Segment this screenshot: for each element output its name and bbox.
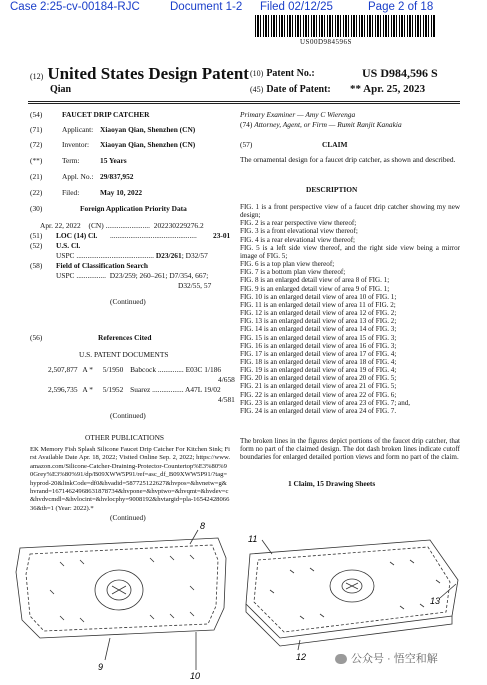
description-line: FIG. 10 is an enlarged detail view of area 10 of FIG. 1;: [240, 292, 397, 301]
field-code: (22): [30, 188, 43, 197]
patent-date-row: [250, 83, 426, 95]
uspc-row-2b: D32/55, 57: [178, 281, 212, 290]
description-line: FIG. 23 is an enlarged detail view of area 23 of FIG. 7; and,: [240, 398, 411, 407]
filed-value: May 10, 2022: [100, 188, 143, 197]
page-number: Page 2 of 18: [368, 1, 434, 13]
invention-title: FAUCET DRIP CATCHER: [62, 110, 150, 119]
applicant-value: Xiaoyan Qian, Shenzhen (CN): [100, 125, 196, 134]
description-line: FIG. 14 is an enlarged detail view of area 14 of FIG. 3;: [240, 325, 397, 334]
description-line: FIG. 6 is a top plan view thereof;: [240, 260, 335, 269]
figure-label: 8: [200, 521, 206, 531]
description-line: FIG. 21 is an enlarged detail view of area 21 of FIG. 5;: [240, 382, 397, 391]
claim-count: 1 Claim, 15 Drawing Sheets: [288, 479, 376, 488]
patent-number-code: (10): [250, 69, 264, 78]
description-line: FIG. 20 is an enlarged detail view of area 20 of FIG. 5;: [240, 374, 397, 383]
priority-heading: Foreign Application Priority Data: [80, 204, 187, 213]
ref-dots: ..............: [157, 365, 184, 374]
case-number: Case 2:25-cv-00184-RJC: [10, 1, 140, 13]
field-code: (51): [30, 231, 43, 240]
field-code: (52): [30, 241, 43, 250]
term-value: 15 Years: [100, 156, 127, 165]
patent-title: [30, 64, 249, 84]
priority-number: 202230229276.2: [153, 221, 204, 230]
description-line: FIG. 17 is an enlarged detail view of area 17 of FIG. 4;: [240, 349, 397, 358]
field-code: (58): [30, 261, 43, 270]
description-line: FIG. 9 is an enlarged detail view of area 9 of FIG. 1;: [240, 284, 390, 293]
figure-label: 12: [296, 652, 307, 662]
header-rule-2: [28, 103, 460, 104]
field-code: (21): [30, 172, 43, 181]
wechat-icon: [335, 654, 347, 664]
priority-row: [40, 221, 204, 230]
ref-class-2: 4/658: [218, 375, 235, 384]
uspc-label: USPC: [56, 251, 75, 260]
patent-number-row: [250, 66, 438, 80]
us-cl-label: U.S. Cl.: [56, 241, 81, 250]
figure-label: 10: [190, 671, 201, 680]
inventor-value: Xiaoyan Qian, Shenzhen (CN): [100, 140, 196, 149]
ref-kind: A *: [82, 365, 93, 374]
court-filing-header: [0, 1, 487, 15]
description-line: FIG. 7 is a bottom plan view thereof;: [240, 268, 346, 277]
field-code: (**): [30, 156, 43, 165]
description-line: FIG. 24 is an enlarged detail view of area 24 of FIG. 7.: [240, 406, 397, 415]
figure-label: 13: [430, 596, 441, 606]
ref-dots: .................: [152, 385, 184, 394]
us-docs-heading: U.S. PATENT DOCUMENTS: [79, 350, 169, 359]
priority-date: Apr. 22, 2022: [40, 221, 81, 230]
reference-row: [48, 365, 221, 374]
uspc-row-1: [56, 251, 208, 260]
figure-label: 11: [248, 534, 258, 544]
ref-name: Suarez: [130, 385, 151, 394]
continued-note: (Continued): [110, 297, 146, 306]
description-heading: DESCRIPTION: [306, 185, 358, 194]
broken-lines-text: The broken lines in the figures depict portions of the faucet drip catcher, that form no part of the claimed design. The dot dash broken lines indicate cutoff boundaries for enlarged detailed portion views and form no part of the claim.: [240, 437, 460, 462]
header-rule: [28, 101, 460, 102]
term-label: Term:: [62, 156, 80, 165]
description-line: FIG. 5 is a left side view thereof, and the right side view being a mirror image of FIG. 5;: [240, 243, 460, 260]
description-line: FIG. 16 is an enlarged detail view of area 16 of FIG. 3;: [240, 341, 397, 350]
patent-date-code: (45): [250, 85, 264, 94]
field-57: [240, 140, 460, 149]
ref-name: Babcock: [130, 365, 157, 374]
description-line: FIG. 22 is an enlarged detail view of area 22 of FIG. 6;: [240, 390, 397, 399]
primary-examiner: Primary Examiner — Amy C Wierenga: [240, 110, 356, 119]
filed-date: Filed 02/12/25: [260, 1, 333, 13]
continued-note: (Continued): [110, 513, 146, 522]
barcode-number: US00D984596S: [300, 38, 352, 46]
field-code: (30): [30, 204, 43, 213]
patent-date-label: Date of Patent:: [266, 84, 331, 95]
uspc-extra: ; D32/57: [181, 251, 208, 260]
continued-note: (Continued): [110, 411, 146, 420]
uspc-dots: ................: [76, 271, 106, 280]
description-line: FIG. 18 is an enlarged detail view of area 18 of FIG. 4;: [240, 357, 397, 366]
description-line: FIG. 11 is an enlarged detail view of area 11 of FIG. 2;: [240, 300, 396, 309]
loc-dots: ...............................................: [110, 231, 197, 240]
appl-no-value: 29/837,952: [100, 172, 134, 181]
ref-class-2: 4/581: [218, 395, 235, 404]
figure-right: [246, 540, 458, 650]
ref-class: A47L 19/02: [185, 385, 221, 394]
title-code: (12): [30, 72, 44, 81]
claim-heading: CLAIM: [322, 140, 348, 149]
ref-kind: A *: [82, 385, 93, 394]
inventor-label: Inventor:: [62, 140, 90, 149]
left-column: [30, 110, 235, 522]
title-text: United States Design Patent: [47, 64, 249, 83]
applicant-label: Applicant:: [62, 125, 94, 134]
ref-class: E03C 1/186: [185, 365, 222, 374]
description-line: FIG. 12 is an enlarged detail view of area 12 of FIG. 2;: [240, 309, 397, 318]
right-column: [240, 110, 460, 520]
description-line: FIG. 19 is an enlarged detail view of area 19 of FIG. 4;: [240, 366, 397, 375]
priority-dots: ........................: [105, 221, 150, 230]
description-line: FIG. 4 is a rear elevational view thereof;: [240, 235, 356, 244]
field-code: (57): [240, 140, 253, 149]
uspc-value: D23/261: [155, 251, 182, 260]
figure-label: 9: [98, 662, 104, 672]
description-line: FIG. 1 is a front perspective view of a faucet drip catcher showing my new design;: [240, 203, 460, 220]
description-line: FIG. 13 is an enlarged detail view of area 13 of FIG. 2;: [240, 317, 397, 326]
patent-number-value: US D984,596 S: [362, 66, 438, 80]
description-line: FIG. 8 is an enlarged detail view of area 8 of FIG. 1;: [240, 276, 390, 285]
watermark-text: 公众号 · 悟空和解: [351, 653, 438, 665]
document-number: Document 1-2: [170, 1, 243, 13]
claim-text: The ornamental design for a faucet drip catcher, as shown and described.: [240, 155, 456, 164]
description-line: FIG. 3 is a front elevational view thereof;: [240, 227, 358, 236]
reference-row: [48, 385, 221, 394]
filed-label: Filed:: [62, 188, 80, 197]
figure-left: [16, 530, 226, 670]
patent-barcode: [255, 15, 435, 37]
patent-number-label: Patent No.:: [266, 68, 315, 79]
field-search-label: Field of Classification Search: [56, 261, 149, 270]
uspc-dots: ..........................................: [76, 251, 154, 260]
field-code: (56): [30, 333, 43, 342]
ref-date: 5/1950: [102, 365, 124, 374]
watermark: [335, 650, 438, 666]
attorney-text: Attorney, Agent, or Firm — Rumit Ranjit Kanakia: [254, 120, 402, 129]
description-line: FIG. 15 is an enlarged detail view of area 15 of FIG. 3;: [240, 333, 397, 342]
description-list: [240, 203, 460, 415]
field-74: [240, 120, 402, 129]
ref-date: 5/1952: [102, 385, 124, 394]
ref-number: 2,507,877: [48, 365, 78, 374]
other-pubs-text: EK Memory Fish Splash Silicone Faucet Drip Catcher For Kitchen Sink; First Available Date Apr. 18, 2022; Visited Online Sep. 2, 2022; https://www.amazon.com/Silicone-Catcher-Draining-Protector-Countertop%E3%80%90Grey%E3%80%91/dp/B09XWW5P91/ref=asc_df_B09XWW5P91/?tag=hyprod-20&linkCode=df0&hvadid=587725122627&hvpos=&hvnetw=g&hvrand=16714624968631878734&hvpone=&hvptwo=&hvqmt=&hvdev=c&hvdvcmdl=&hvlocint=&hvlocphy=9008192&hvtargid=pla-1654242806636&th=1 (Year: 2022).*: [30, 446, 230, 512]
priority-country: (CN): [88, 221, 104, 230]
field-code: (72): [30, 140, 43, 149]
other-pubs-heading: OTHER PUBLICATIONS: [85, 433, 165, 442]
uspc-values: D23/259; 260–261; D7/354, 667;: [109, 271, 209, 280]
appl-no-label: Appl. No.:: [62, 172, 94, 181]
references-heading: References Cited: [98, 333, 152, 342]
field-code: (71): [30, 125, 43, 134]
uspc-label: USPC: [56, 271, 75, 280]
inventor-surname: Qian: [50, 84, 72, 95]
field-code: (54): [30, 110, 43, 119]
description-line: FIG. 2 is a rear perspective view thereof;: [240, 219, 357, 228]
loc-value: 23-01: [213, 231, 231, 240]
uspc-row-2: [56, 271, 208, 280]
patent-date-value: ** Apr. 25, 2023: [350, 83, 426, 95]
loc-label: LOC (14) Cl.: [56, 231, 98, 240]
field-code: (74): [240, 120, 253, 129]
ref-number: 2,596,735: [48, 385, 78, 394]
